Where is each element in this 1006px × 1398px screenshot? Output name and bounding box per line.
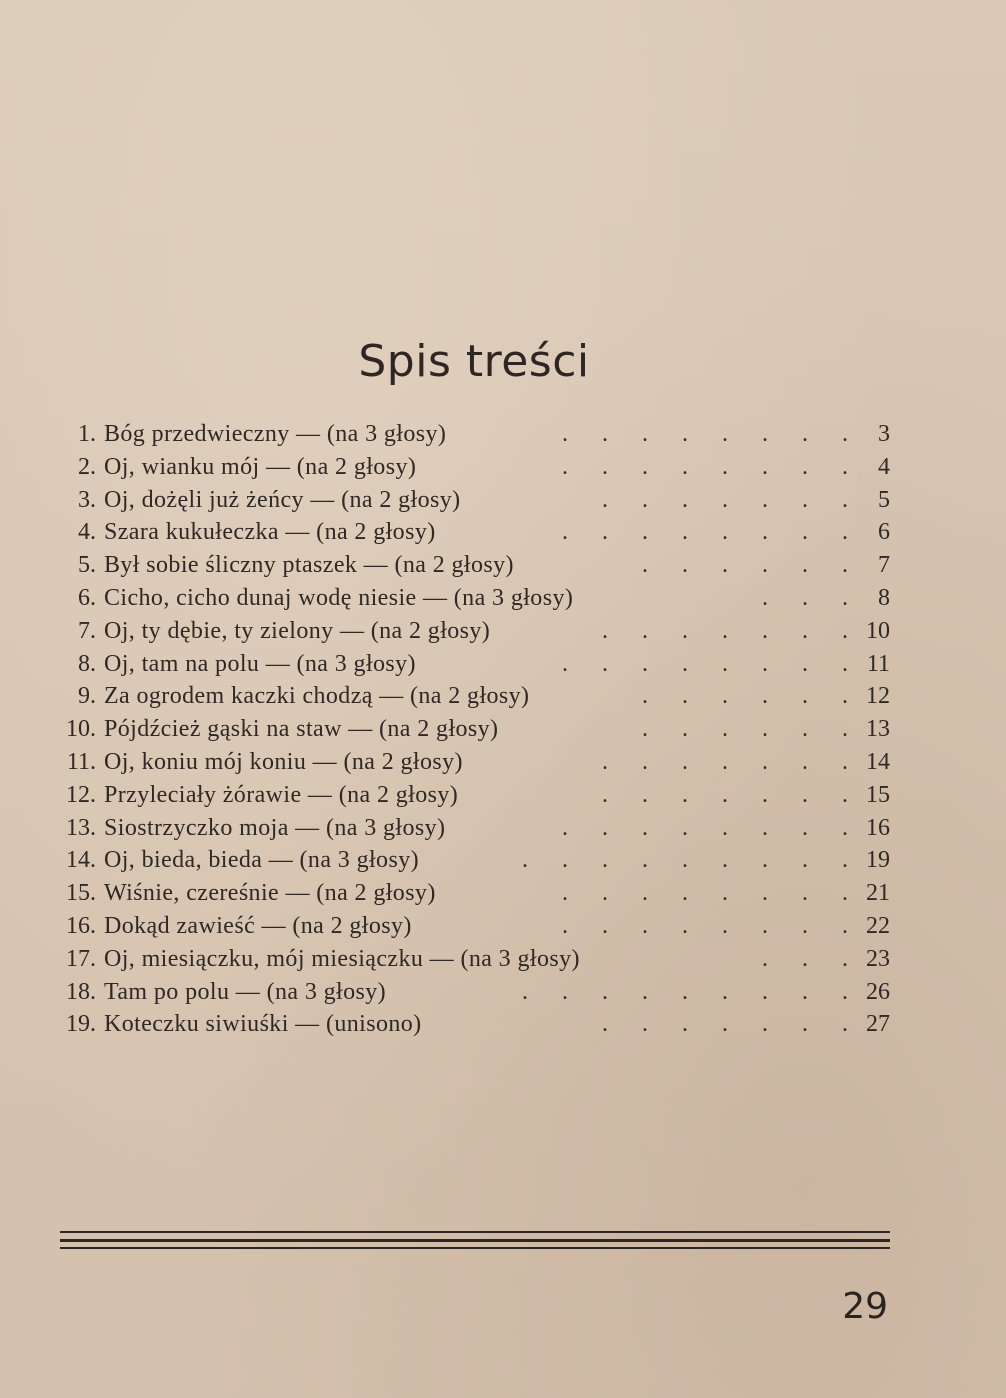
entry-number: 12. — [66, 781, 96, 808]
entry-page: 4 — [878, 453, 890, 480]
toc-entry — [58, 877, 890, 910]
entry-title: Oj, koniu mój koniu — (na 2 głosy) — [104, 748, 463, 775]
entry-title: Oj, tam na polu — (na 3 głosy) — [104, 650, 416, 677]
toc-entry — [58, 779, 890, 812]
toc-entry — [58, 484, 890, 517]
entry-number: 2. — [78, 453, 96, 480]
toc-entry — [58, 910, 890, 943]
entry-number: 6. — [78, 584, 96, 611]
dot-leader: . . . . . . . . . — [522, 978, 862, 1005]
entry-page: 16 — [866, 814, 890, 841]
entry-page: 14 — [866, 748, 890, 775]
entry-title: Dokąd zawieść — (na 2 głosy) — [104, 912, 412, 939]
entry-page: 12 — [866, 683, 890, 710]
entry-page: 13 — [866, 716, 890, 743]
toc-entry — [58, 680, 890, 713]
entry-page: 21 — [866, 880, 890, 907]
table-of-contents — [58, 418, 890, 1041]
entry-number: 7. — [78, 617, 96, 644]
entry-number: 13. — [66, 814, 96, 841]
toc-entry — [58, 746, 890, 779]
entry-title: Był sobie śliczny ptaszek — (na 2 głosy) — [104, 552, 514, 579]
entry-number: 10. — [66, 716, 96, 743]
entry-number: 16. — [66, 912, 96, 939]
entry-number: 8. — [78, 650, 96, 677]
entry-number: 18. — [66, 978, 96, 1005]
dot-leader: . . . . . . . — [602, 781, 862, 808]
toc-entry — [58, 812, 890, 845]
divider-rule — [60, 1247, 890, 1249]
entry-title: Oj, ty dębie, ty zielony — (na 2 głosy) — [104, 617, 491, 644]
entry-page: 5 — [878, 486, 890, 513]
entry-title: Oj, wianku mój — (na 2 głosy) — [104, 453, 417, 480]
toc-entry — [58, 943, 890, 976]
entry-number: 1. — [78, 421, 96, 447]
entry-page: 15 — [866, 781, 890, 808]
dot-leader: . . . . . . . — [602, 1011, 862, 1038]
entry-number: 11. — [66, 748, 96, 775]
divider-rule — [60, 1231, 890, 1233]
dot-leader: . . . . . . — [642, 552, 862, 579]
entry-title: Koteczku siwiuśki — (unisono) — [104, 1011, 422, 1038]
dot-leader: . . . . . . . — [602, 748, 862, 775]
entry-title: Za ogrodem kaczki chodzą — (na 2 głosy) — [104, 683, 530, 710]
entry-title: Siostrzyczko moja — (na 3 głosy) — [104, 814, 446, 841]
dot-leader: . . . . . . . . — [562, 880, 862, 907]
entry-number: 15. — [66, 880, 96, 907]
entry-page: 8 — [878, 584, 890, 611]
entry-title: Oj, bieda, bieda — (na 3 głosy) — [104, 847, 419, 874]
entry-number: 4. — [78, 519, 96, 546]
divider-rule — [60, 1239, 890, 1242]
entry-title: Bóg przedwieczny — (na 3 głosy) — [104, 421, 447, 447]
entry-page: 26 — [866, 978, 890, 1005]
dot-leader: . . . . . . . . — [562, 814, 862, 841]
entry-title: Oj, dożęli już żeńcy — (na 2 głosy) — [104, 486, 461, 513]
entry-number: 3. — [78, 486, 96, 513]
entry-title: Pójdźcież gąski na staw — (na 2 głosy) — [104, 716, 499, 743]
dot-leader: . . . . . . — [642, 716, 862, 743]
toc-entry — [58, 582, 890, 615]
entry-number: 9. — [78, 683, 96, 710]
entry-page: 7 — [878, 552, 890, 579]
entry-title: Przyleciały żórawie — (na 2 głosy) — [104, 781, 459, 808]
toc-entry — [58, 516, 890, 549]
toc-entry — [58, 844, 890, 877]
entry-title: Szara kukułeczka — (na 2 głosy) — [104, 519, 436, 546]
dot-leader: . . . . . . — [642, 683, 862, 710]
entry-title: Wiśnie, czereśnie — (na 2 głosy) — [104, 880, 436, 907]
dot-leader: . . . . . . . . — [562, 912, 862, 939]
toc-entry — [58, 451, 890, 484]
toc-entry — [58, 1008, 890, 1041]
entry-page: 11 — [866, 650, 890, 677]
dot-leader: . . . . . . . . . — [522, 847, 862, 874]
toc-entry — [58, 976, 890, 1009]
dot-leader: . . . . . . . — [602, 617, 862, 644]
entry-number: 14. — [66, 847, 96, 874]
toc-entry — [58, 615, 890, 648]
toc-entry — [58, 418, 890, 451]
dot-leader: . . . . . . . . — [562, 519, 862, 546]
dot-leader: . . . . . . . . — [562, 650, 862, 677]
entry-title: Oj, miesiączku, mój miesiączku — (na 3 głosy) — [104, 945, 580, 972]
dot-leader: . . . . . . . . — [562, 421, 862, 447]
entry-page: 19 — [866, 847, 890, 874]
entry-number: 5. — [78, 552, 96, 579]
page-title: Spis treści — [358, 336, 590, 387]
entry-page: 22 — [866, 912, 890, 939]
dot-leader: . . . — [762, 945, 862, 972]
entry-title: Tam po polu — (na 3 głosy) — [104, 978, 387, 1005]
toc-entry — [58, 648, 890, 681]
entry-page: 10 — [866, 617, 890, 644]
dot-leader: . . . . . . . . — [562, 453, 862, 480]
entry-title: Cicho, cicho dunaj wodę niesie — (na 3 głosy) — [104, 584, 574, 611]
toc-entry — [58, 549, 890, 582]
entry-page: 23 — [866, 945, 890, 972]
toc-entry — [58, 713, 890, 746]
entry-number: 17. — [66, 945, 96, 972]
page-number: 29 — [842, 1286, 888, 1327]
dot-leader: . . . . . . . — [602, 486, 862, 513]
entry-page: 6 — [878, 519, 890, 546]
entry-page: 27 — [866, 1011, 890, 1038]
entry-page: 3 — [878, 421, 890, 447]
dot-leader: . . . — [762, 584, 862, 611]
entry-number: 19. — [66, 1011, 96, 1038]
